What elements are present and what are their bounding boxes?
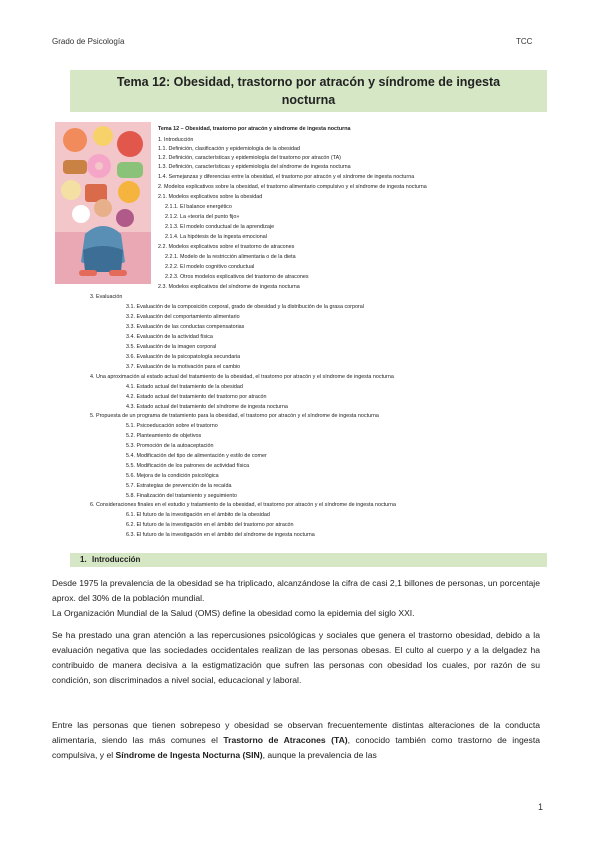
toc-item: 4.2. Estado actual del tratamiento del trastorno por atracón bbox=[126, 394, 267, 400]
term-night-eating-syndrome: Síndrome de Ingesta Nocturna (SIN) bbox=[115, 750, 263, 760]
paragraph-text: Entre las personas que tienen sobrepeso y obesidad se observan frecuentemente distintas alteraciones de la conducta alimentaria, siendo las más comunes el bbox=[52, 720, 540, 745]
toc-item: 5.2. Planteamiento de objetivos bbox=[126, 433, 202, 439]
toc-item: 3.5. Evaluación de la imagen corporal bbox=[126, 344, 217, 350]
page-title bbox=[70, 70, 547, 112]
paragraph-eating-disorders bbox=[52, 718, 540, 763]
paragraph-text: , conocido también como trastorno de ingesta compulsiva, y el bbox=[52, 735, 540, 760]
toc-item: 5.7. Estrategias de prevención de la recaída bbox=[126, 483, 232, 489]
toc-item: 4.3. Estado actual del tratamiento del síndrome de ingesta nocturna bbox=[126, 404, 288, 410]
toc-item: 6. Consideraciones finales en el estudio y tratamiento de la obesidad, el trastorno por atracón y el síndrome de ingesta nocturna bbox=[90, 502, 396, 508]
page-number: 1 bbox=[538, 802, 544, 812]
paragraph-text: , aunque la prevalencia de las bbox=[262, 750, 377, 760]
page-title-line-1: Tema 12: Obesidad, trastorno por atracón y síndrome de ingesta bbox=[116, 75, 501, 89]
toc-item: 5.5. Modificación de los patrones de actividad física bbox=[126, 463, 250, 469]
toc-item: 2.1.4. La hipótesis de la ingesta emocional bbox=[165, 234, 267, 240]
toc-item: 2.3. Modelos explicativos del síndrome de ingesta nocturna bbox=[158, 284, 300, 290]
toc-item: 3.7. Evaluación de la motivación para el cambio bbox=[126, 364, 241, 370]
paragraph-prevalence: Desde 1975 la prevalencia de la obesidad se ha triplicado, alcanzándose la cifra de casi 2,1 billones de personas, un porcentaje aprox. del 30% de la población mundial. bbox=[52, 578, 540, 603]
section-heading bbox=[70, 553, 547, 567]
toc-item: 6.1. El futuro de la investigación en el ámbito de la obesidad bbox=[126, 512, 270, 518]
toc-item: 2.1.2. La «teoría del punto fijo» bbox=[165, 214, 240, 220]
toc-item: 5.6. Mejora de la condición psicológica bbox=[126, 473, 219, 479]
toc-item: 5. Propuesta de un programa de tratamiento para la obesidad, el trastorno por atracón y el síndrome de ingesta nocturna bbox=[90, 413, 379, 419]
term-binge-eating-disorder: Trastorno de Atracones (TA) bbox=[223, 735, 348, 745]
toc-item: 5.1. Psicoeducación sobre el trastorno bbox=[126, 423, 218, 429]
toc-item: 6.2. El futuro de la investigación en el ámbito del trastorno por atracón bbox=[126, 522, 294, 528]
toc-item: 2.2.2. El modelo cognitivo conductual bbox=[165, 264, 255, 270]
illustration-person-with-food bbox=[55, 122, 151, 284]
toc-item: 3. Evaluación bbox=[90, 294, 123, 300]
toc-item: 2. Modelos explicativos sobre la obesidad, el trastorno alimentario compulsivo y el síndrome de ingesta nocturna bbox=[158, 184, 427, 190]
toc-item: 4.1. Estado actual del tratamiento de la obesidad bbox=[126, 384, 243, 390]
toc-item: 1.4. Semejanzas y diferencias entre la obesidad, el trastorno por atracón y el síndrome de ingesta nocturna bbox=[158, 174, 415, 180]
toc-item: 1.2. Definición, características y epidemiología del trastorno por atracón (TA) bbox=[158, 155, 341, 161]
toc-item: 3.4. Evaluación de la actividad física bbox=[126, 334, 213, 340]
toc-item: 6.3. El futuro de la investigación en el ámbito del síndrome de ingesta nocturna bbox=[126, 532, 315, 538]
toc-item: 3.6. Evaluación de la psicopatología secundaria bbox=[126, 354, 241, 360]
paragraph-oms: La Organización Mundial de la Salud (OMS) define la obesidad como la epidemia del siglo XXI. bbox=[52, 608, 415, 618]
toc-item: 5.3. Promoción de la autoaceptación bbox=[126, 443, 214, 449]
toc-item: 5.4. Modificación del tipo de alimentación y estilo de comer bbox=[126, 453, 267, 459]
toc-item: 1.3. Definición, características y epidemiología del síndrome de ingesta nocturna bbox=[158, 164, 351, 170]
section-title: Introducción bbox=[92, 555, 141, 564]
toc-item: 2.2.1. Modelo de la restricción alimentaria o de la dieta bbox=[165, 254, 296, 260]
header-subject: TCC bbox=[516, 37, 533, 46]
header-course: Grado de Psicología bbox=[52, 37, 125, 46]
toc-item: 1. Introducción bbox=[158, 137, 194, 143]
toc-heading: Tema 12 – Obesidad, trastorno por atracón y síndrome de ingesta nocturna bbox=[158, 126, 351, 132]
paragraph-repercussions: Se ha prestado una gran atención a las repercusiones psicológicas y sociales que genera el trastorno obesidad, debido a la evaluación negativa que las sociedades occidentales realizan de las personas obesas. El culto al cuerpo y a la delgadez ha contribuido de manera decisiva a la estigmatización que sufren las personas con obesidad los cuales, por razón de su condición, son discriminados a nivel social, educacional y laboral. bbox=[52, 630, 540, 685]
toc-item: 3.3. Evaluación de las conductas compensatorias bbox=[126, 324, 245, 330]
page-title-line-2: nocturna bbox=[281, 93, 336, 107]
toc-item: 3.2. Evaluación del comportamiento alimentario bbox=[126, 314, 240, 320]
food-illustration-icon bbox=[55, 122, 151, 284]
toc-item: 2.2. Modelos explicativos sobre el trastorno de atracones bbox=[158, 244, 295, 250]
toc-item: 2.1. Modelos explicativos sobre la obesidad bbox=[158, 194, 263, 200]
toc-item: 2.1.1. El balance energético bbox=[165, 204, 232, 210]
toc-item: 5.8. Finalización del tratamiento y seguimiento bbox=[126, 493, 237, 499]
toc-item: 2.1.3. El modelo conductual de la aprendizaje bbox=[165, 224, 275, 230]
section-number: 1. bbox=[80, 555, 87, 564]
toc-item: 2.2.3. Otros modelos explicativos del trastorno de atracones bbox=[165, 274, 309, 280]
toc-item: 3.1. Evaluación de la composición corporal, grado de obesidad y la distribución de la grasa corporal bbox=[126, 304, 364, 310]
toc-item: 4. Una aproximación al estado actual del tratamiento de la obesidad, el trastorno por atracón y el síndrome de ingesta nocturna bbox=[90, 374, 394, 380]
toc-item: 1.1. Definición, clasificación y epidemiología de la obesidad bbox=[158, 146, 301, 152]
